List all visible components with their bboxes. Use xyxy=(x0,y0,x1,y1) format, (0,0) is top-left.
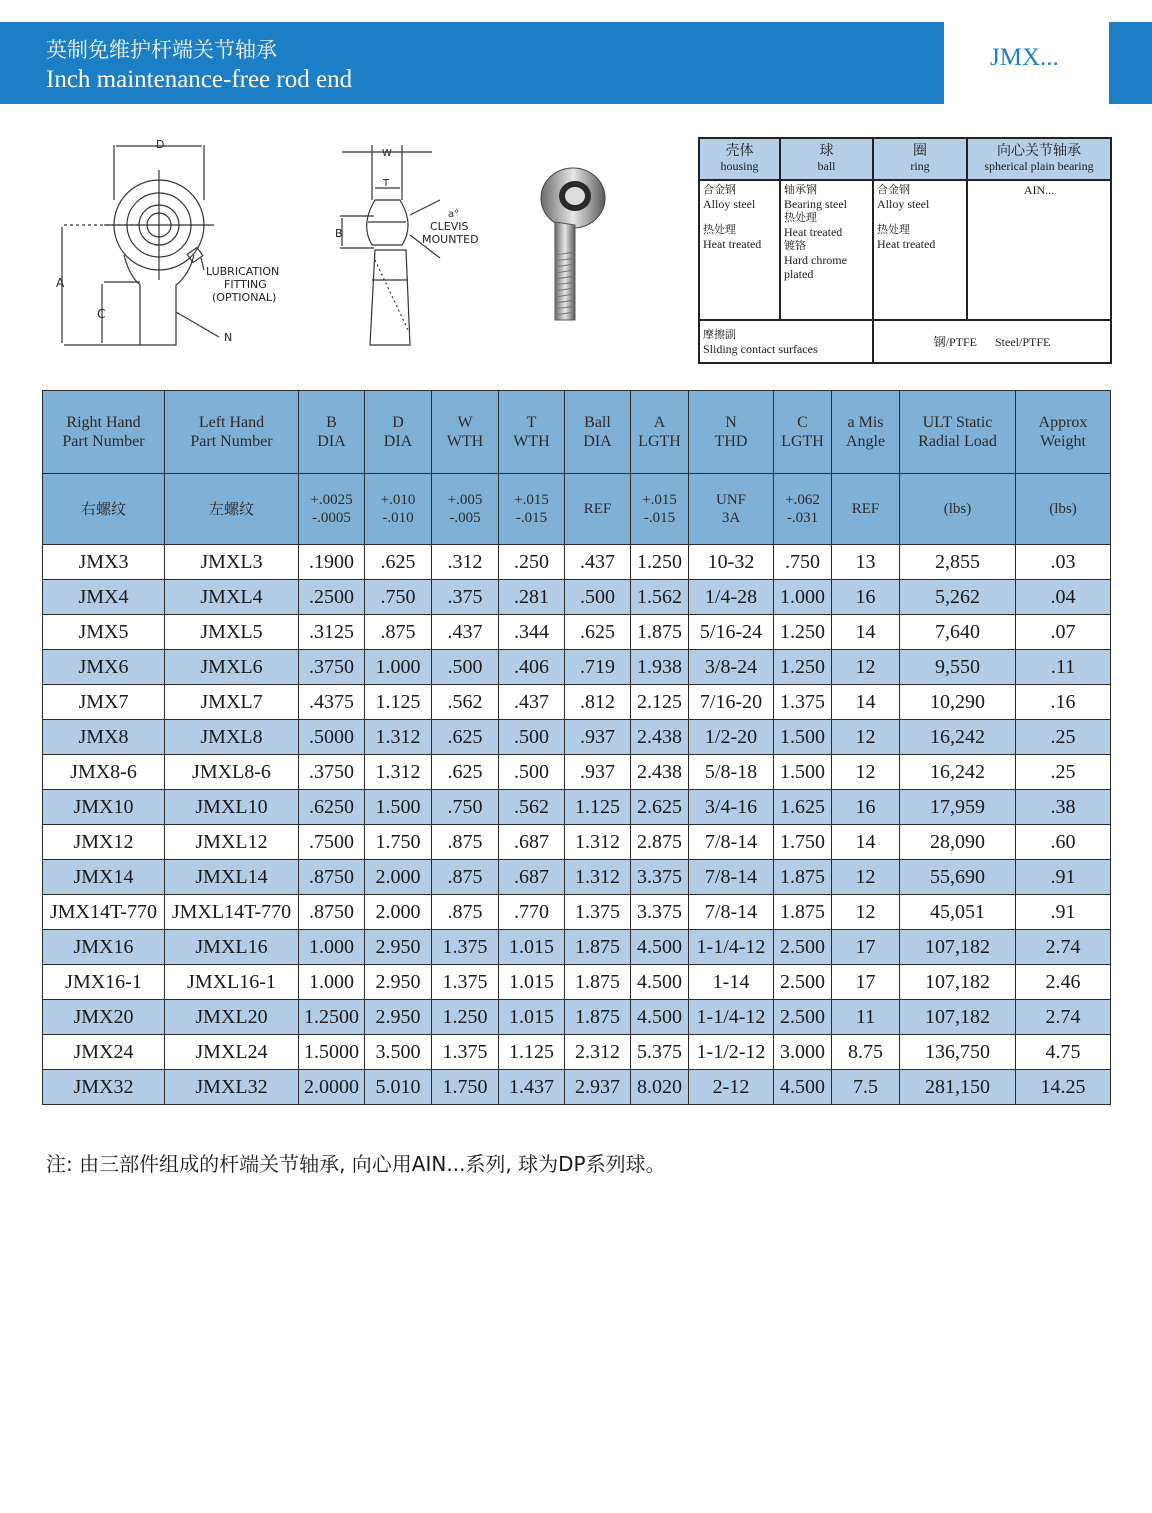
table-cell: 1.250 xyxy=(774,650,832,685)
clevis-label-2: MOUNTED xyxy=(422,233,479,246)
table-cell: JMX8 xyxy=(43,720,165,755)
table-cell: 9,550 xyxy=(900,650,1016,685)
table-cell: .875 xyxy=(432,860,499,895)
table-cell: 12 xyxy=(832,755,900,790)
table-cell: JMX20 xyxy=(43,1000,165,1035)
table-cell: 5/16-24 xyxy=(689,615,774,650)
table-cell: 1.312 xyxy=(365,755,432,790)
footnote: 注: 由三部件组成的杆端关节轴承, 向心用AIN...系列, 球为DP系列球。 xyxy=(46,1152,666,1176)
table-cell: 1.625 xyxy=(774,790,832,825)
table-cell: 45,051 xyxy=(900,895,1016,930)
table-cell: .312 xyxy=(432,545,499,580)
table-cell: 16,242 xyxy=(900,720,1016,755)
table-cell: 2.950 xyxy=(365,965,432,1000)
materials-header-ball: 球 ball xyxy=(780,138,873,180)
table-cell: 7/16-20 xyxy=(689,685,774,720)
table-cell: 2.500 xyxy=(774,965,832,1000)
column-header: A LGTH xyxy=(631,391,689,474)
table-cell: 17 xyxy=(832,965,900,1000)
table-cell: .281 xyxy=(499,580,565,615)
table-cell: 14 xyxy=(832,615,900,650)
table-cell: JMXL14T-770 xyxy=(165,895,299,930)
table-cell: .437 xyxy=(565,545,631,580)
table-cell: .4375 xyxy=(299,685,365,720)
table-cell: 10,290 xyxy=(900,685,1016,720)
table-cell: 1.312 xyxy=(365,720,432,755)
table-cell: 2,855 xyxy=(900,545,1016,580)
table-cell: 3.000 xyxy=(774,1035,832,1070)
table-cell: 16 xyxy=(832,580,900,615)
bearing-series: AIN... xyxy=(967,180,1111,320)
table-cell: JMXL12 xyxy=(165,825,299,860)
table-cell: 1.875 xyxy=(774,860,832,895)
table-cell: 10-32 xyxy=(689,545,774,580)
table-cell: .91 xyxy=(1016,860,1111,895)
table-cell: 4.75 xyxy=(1016,1035,1111,1070)
table-cell: 1.015 xyxy=(499,930,565,965)
table-row xyxy=(43,825,1111,860)
column-subheader: +.005 -.005 xyxy=(432,474,499,545)
table-cell: 4.500 xyxy=(631,930,689,965)
table-cell: 107,182 xyxy=(900,930,1016,965)
column-header: Ball DIA xyxy=(565,391,631,474)
table-cell: .11 xyxy=(1016,650,1111,685)
table-cell: 2.000 xyxy=(365,860,432,895)
table-row xyxy=(43,895,1111,930)
column-subheader: (lbs) xyxy=(900,474,1016,545)
table-cell: JMX14T-770 xyxy=(43,895,165,930)
dim-n-label: N xyxy=(224,331,233,344)
clevis-mounted-diagram xyxy=(330,130,500,355)
table-cell: JMXL8 xyxy=(165,720,299,755)
table-row xyxy=(43,720,1111,755)
ring-material: 合金钢 Alloy steel 热处理 Heat treated xyxy=(873,180,967,320)
table-cell: JMXL5 xyxy=(165,615,299,650)
table-cell: .25 xyxy=(1016,720,1111,755)
column-header: a Mis Angle xyxy=(832,391,900,474)
table-cell: .60 xyxy=(1016,825,1111,860)
table-cell: 7/8-14 xyxy=(689,860,774,895)
series-label: JMX... xyxy=(990,44,1059,71)
table-cell: .16 xyxy=(1016,685,1111,720)
table-cell: JMX4 xyxy=(43,580,165,615)
column-subheader: REF xyxy=(832,474,900,545)
table-cell: 1.875 xyxy=(565,965,631,1000)
table-cell: 16,242 xyxy=(900,755,1016,790)
table-cell: 7/8-14 xyxy=(689,895,774,930)
table-cell: .2500 xyxy=(299,580,365,615)
table-row xyxy=(43,1000,1111,1035)
table-cell: .500 xyxy=(499,720,565,755)
table-row xyxy=(43,685,1111,720)
table-cell: JMX8-6 xyxy=(43,755,165,790)
table-cell: 8.020 xyxy=(631,1070,689,1105)
page-title-zh: 英制免维护杆端关节轴承 xyxy=(46,38,277,62)
table-cell: .03 xyxy=(1016,545,1111,580)
table-cell: .812 xyxy=(565,685,631,720)
rod-end-dimension-diagram xyxy=(44,130,314,355)
table-cell: .437 xyxy=(432,615,499,650)
table-cell: 1.015 xyxy=(499,965,565,1000)
table-cell: 14 xyxy=(832,685,900,720)
table-cell: JMXL6 xyxy=(165,650,299,685)
table-row xyxy=(43,860,1111,895)
dim-w-label: W xyxy=(382,148,392,159)
column-subheader: 左螺纹 xyxy=(165,474,299,545)
table-cell: .3750 xyxy=(299,755,365,790)
table-cell: 1-1/2-12 xyxy=(689,1035,774,1070)
table-cell: JMX24 xyxy=(43,1035,165,1070)
table-cell: .8750 xyxy=(299,860,365,895)
housing-material: 合金钢 Alloy steel 热处理 Heat treated xyxy=(699,180,780,320)
table-cell: 14.25 xyxy=(1016,1070,1111,1105)
column-subheader: REF xyxy=(565,474,631,545)
table-cell: .625 xyxy=(565,615,631,650)
table-cell: .770 xyxy=(499,895,565,930)
table-cell: .625 xyxy=(365,545,432,580)
table-cell: 4.500 xyxy=(774,1070,832,1105)
table-cell: 3.375 xyxy=(631,860,689,895)
materials-header-housing: 壳体 housing xyxy=(699,138,780,180)
table-cell: .937 xyxy=(565,720,631,755)
table-cell: 1.500 xyxy=(774,720,832,755)
table-cell: .875 xyxy=(365,615,432,650)
table-cell: .04 xyxy=(1016,580,1111,615)
table-cell: 2.46 xyxy=(1016,965,1111,1000)
table-cell: 3/8-24 xyxy=(689,650,774,685)
table-cell: JMXL4 xyxy=(165,580,299,615)
table-cell: 11 xyxy=(832,1000,900,1035)
column-header: W WTH xyxy=(432,391,499,474)
table-cell: 2.312 xyxy=(565,1035,631,1070)
table-cell: JMX7 xyxy=(43,685,165,720)
table-cell: .344 xyxy=(499,615,565,650)
table-cell: 1.125 xyxy=(499,1035,565,1070)
table-cell: 1.500 xyxy=(774,755,832,790)
table-cell: .562 xyxy=(432,685,499,720)
dim-b-label: B xyxy=(335,227,343,240)
table-cell: 1.015 xyxy=(499,1000,565,1035)
table-cell: 1.750 xyxy=(365,825,432,860)
table-row xyxy=(43,790,1111,825)
table-cell: JMX14 xyxy=(43,860,165,895)
column-subheader: UNF 3A xyxy=(689,474,774,545)
table-cell: 136,750 xyxy=(900,1035,1016,1070)
table-cell: 1.562 xyxy=(631,580,689,615)
table-cell: JMXL14 xyxy=(165,860,299,895)
table-cell: 12 xyxy=(832,720,900,755)
table-cell: 2.625 xyxy=(631,790,689,825)
dim-d-label: D xyxy=(156,138,165,151)
table-cell: .687 xyxy=(499,825,565,860)
table-cell: 1.000 xyxy=(774,580,832,615)
table-cell: 2.937 xyxy=(565,1070,631,1105)
dim-t-label: T xyxy=(383,178,390,189)
table-cell: .6250 xyxy=(299,790,365,825)
table-cell: 3.375 xyxy=(631,895,689,930)
table-cell: 1-1/4-12 xyxy=(689,930,774,965)
table-cell: 2.950 xyxy=(365,930,432,965)
table-cell: JMXL16 xyxy=(165,930,299,965)
materials-header-ring: 圈 ring xyxy=(873,138,967,180)
table-cell: .625 xyxy=(432,755,499,790)
table-cell: .500 xyxy=(499,755,565,790)
table-cell: JMX5 xyxy=(43,615,165,650)
table-cell: JMXL24 xyxy=(165,1035,299,1070)
table-cell: .25 xyxy=(1016,755,1111,790)
table-cell: 17,959 xyxy=(900,790,1016,825)
angle-label: a° xyxy=(448,209,460,220)
table-cell: 2.74 xyxy=(1016,930,1111,965)
table-cell: 4.500 xyxy=(631,965,689,1000)
table-cell: 281,150 xyxy=(900,1070,1016,1105)
specification-table xyxy=(42,390,1111,1105)
column-subheader: +.015 -.015 xyxy=(499,474,565,545)
table-cell: 1.938 xyxy=(631,650,689,685)
table-cell: JMXL10 xyxy=(165,790,299,825)
column-subheader: 右螺纹 xyxy=(43,474,165,545)
table-cell: JMXL32 xyxy=(165,1070,299,1105)
table-cell: 2.438 xyxy=(631,755,689,790)
table-cell: .687 xyxy=(499,860,565,895)
column-header: Right Hand Part Number xyxy=(43,391,165,474)
table-cell: .91 xyxy=(1016,895,1111,930)
table-row xyxy=(43,580,1111,615)
table-cell: .3750 xyxy=(299,650,365,685)
table-row xyxy=(43,615,1111,650)
table-cell: JMX12 xyxy=(43,825,165,860)
table-cell: 107,182 xyxy=(900,1000,1016,1035)
table-cell: 1-1/4-12 xyxy=(689,1000,774,1035)
table-cell: 1.375 xyxy=(565,895,631,930)
table-cell: 1.875 xyxy=(565,1000,631,1035)
table-cell: 13 xyxy=(832,545,900,580)
table-cell: 1.375 xyxy=(432,930,499,965)
table-cell: .5000 xyxy=(299,720,365,755)
table-cell: 5.375 xyxy=(631,1035,689,1070)
column-subheader: +.0025 -.0005 xyxy=(299,474,365,545)
table-cell: 1.312 xyxy=(565,825,631,860)
table-cell: .437 xyxy=(499,685,565,720)
table-cell: 8.75 xyxy=(832,1035,900,1070)
column-subheader: +.062 -.031 xyxy=(774,474,832,545)
table-cell: 2.438 xyxy=(631,720,689,755)
lubrication-label-2: FITTING xyxy=(224,278,267,291)
table-cell: .07 xyxy=(1016,615,1111,650)
table-cell: 2.875 xyxy=(631,825,689,860)
column-header: ULT Static Radial Load xyxy=(900,391,1016,474)
table-cell: .250 xyxy=(499,545,565,580)
table-cell: 1.000 xyxy=(299,930,365,965)
table-cell: 7.5 xyxy=(832,1070,900,1105)
table-cell: 107,182 xyxy=(900,965,1016,1000)
table-cell: 2.500 xyxy=(774,930,832,965)
table-cell: .625 xyxy=(432,720,499,755)
table-cell: 1.500 xyxy=(365,790,432,825)
table-cell: .562 xyxy=(499,790,565,825)
table-cell: JMXL16-1 xyxy=(165,965,299,1000)
table-cell: 5,262 xyxy=(900,580,1016,615)
table-cell: 1.125 xyxy=(365,685,432,720)
table-cell: JMXL3 xyxy=(165,545,299,580)
dim-a-label: A xyxy=(56,276,65,290)
table-cell: 5/8-18 xyxy=(689,755,774,790)
dim-c-label: C xyxy=(97,307,106,321)
table-cell: JMXL7 xyxy=(165,685,299,720)
side-tab xyxy=(1109,22,1152,104)
column-header: Left Hand Part Number xyxy=(165,391,299,474)
table-cell: JMXL8-6 xyxy=(165,755,299,790)
table-cell: 16 xyxy=(832,790,900,825)
table-cell: JMX10 xyxy=(43,790,165,825)
table-cell: 1.5000 xyxy=(299,1035,365,1070)
table-row xyxy=(43,755,1111,790)
column-header: B DIA xyxy=(299,391,365,474)
table-cell: 1.250 xyxy=(631,545,689,580)
table-cell: 17 xyxy=(832,930,900,965)
table-cell: 12 xyxy=(832,860,900,895)
table-cell: 1.312 xyxy=(565,860,631,895)
table-cell: 2.950 xyxy=(365,1000,432,1035)
table-row xyxy=(43,650,1111,685)
ball-material: 轴承钢 Bearing steel 热处理 Heat treated 镀铬 Hard chrome plated xyxy=(780,180,873,320)
table-cell: .406 xyxy=(499,650,565,685)
table-cell: JMX6 xyxy=(43,650,165,685)
rod-end-product-illustration xyxy=(525,160,610,330)
table-cell: 1.125 xyxy=(565,790,631,825)
table-cell: 1.2500 xyxy=(299,1000,365,1035)
column-subheader: +.015 -.015 xyxy=(631,474,689,545)
table-row xyxy=(43,545,1111,580)
table-cell: 7,640 xyxy=(900,615,1016,650)
table-row xyxy=(43,1035,1111,1070)
lubrication-label-1: LUBRICATION xyxy=(206,265,280,278)
table-cell: 14 xyxy=(832,825,900,860)
table-cell: 2.500 xyxy=(774,1000,832,1035)
column-header: D DIA xyxy=(365,391,432,474)
table-cell: 1.375 xyxy=(432,965,499,1000)
table-cell: 2.74 xyxy=(1016,1000,1111,1035)
table-row xyxy=(43,930,1111,965)
table-cell: JMX3 xyxy=(43,545,165,580)
table-cell: .1900 xyxy=(299,545,365,580)
table-cell: 1.000 xyxy=(299,965,365,1000)
table-cell: 55,690 xyxy=(900,860,1016,895)
table-cell: 1-14 xyxy=(689,965,774,1000)
sliding-contact-value: 钢/PTFE Steel/PTFE xyxy=(873,320,1111,363)
table-cell: 1.000 xyxy=(365,650,432,685)
sliding-contact-label: 摩擦副 Sliding contact surfaces xyxy=(699,320,873,363)
table-cell: .7500 xyxy=(299,825,365,860)
table-cell: .750 xyxy=(432,790,499,825)
table-cell: 2-12 xyxy=(689,1070,774,1105)
table-cell: 1.875 xyxy=(565,930,631,965)
table-cell: JMXL20 xyxy=(165,1000,299,1035)
table-cell: 1.250 xyxy=(774,615,832,650)
table-cell: JMX16 xyxy=(43,930,165,965)
lubrication-label-3: (OPTIONAL) xyxy=(212,291,277,304)
table-cell: 3.500 xyxy=(365,1035,432,1070)
table-cell: 12 xyxy=(832,650,900,685)
table-cell: 28,090 xyxy=(900,825,1016,860)
table-cell: .500 xyxy=(565,580,631,615)
table-cell: 3/4-16 xyxy=(689,790,774,825)
table-cell: .937 xyxy=(565,755,631,790)
column-header: N THD xyxy=(689,391,774,474)
materials-table xyxy=(698,137,1112,364)
table-cell: .500 xyxy=(432,650,499,685)
table-cell: 2.000 xyxy=(365,895,432,930)
table-cell: .875 xyxy=(432,895,499,930)
table-cell: .750 xyxy=(365,580,432,615)
table-cell: 1.250 xyxy=(432,1000,499,1035)
table-cell: 12 xyxy=(832,895,900,930)
table-row xyxy=(43,1070,1111,1105)
table-cell: 1.875 xyxy=(774,895,832,930)
column-subheader: +.010 -.010 xyxy=(365,474,432,545)
table-cell: 5.010 xyxy=(365,1070,432,1105)
header-banner xyxy=(0,22,944,104)
page-title-en: Inch maintenance-free rod end xyxy=(46,66,353,93)
clevis-label-1: CLEVIS xyxy=(430,220,469,233)
table-cell: 1.437 xyxy=(499,1070,565,1105)
table-cell: .719 xyxy=(565,650,631,685)
table-cell: .3125 xyxy=(299,615,365,650)
table-cell: 1.750 xyxy=(774,825,832,860)
table-cell: 2.0000 xyxy=(299,1070,365,1105)
materials-header-bearing: 向心关节轴承 spherical plain bearing xyxy=(967,138,1111,180)
table-cell: 7/8-14 xyxy=(689,825,774,860)
column-header: C LGTH xyxy=(774,391,832,474)
table-cell: .750 xyxy=(774,545,832,580)
table-cell: .375 xyxy=(432,580,499,615)
table-cell: .875 xyxy=(432,825,499,860)
table-cell: 4.500 xyxy=(631,1000,689,1035)
column-header: T WTH xyxy=(499,391,565,474)
table-cell: 1.375 xyxy=(432,1035,499,1070)
table-cell: 2.125 xyxy=(631,685,689,720)
table-cell: 1/2-20 xyxy=(689,720,774,755)
table-cell: 1.750 xyxy=(432,1070,499,1105)
table-cell: JMX32 xyxy=(43,1070,165,1105)
table-cell: JMX16-1 xyxy=(43,965,165,1000)
table-cell: 1/4-28 xyxy=(689,580,774,615)
table-cell: 1.875 xyxy=(631,615,689,650)
column-subheader: (lbs) xyxy=(1016,474,1111,545)
table-cell: .8750 xyxy=(299,895,365,930)
table-cell: .38 xyxy=(1016,790,1111,825)
table-cell: 1.375 xyxy=(774,685,832,720)
table-row xyxy=(43,965,1111,1000)
column-header: Approx Weight xyxy=(1016,391,1111,474)
